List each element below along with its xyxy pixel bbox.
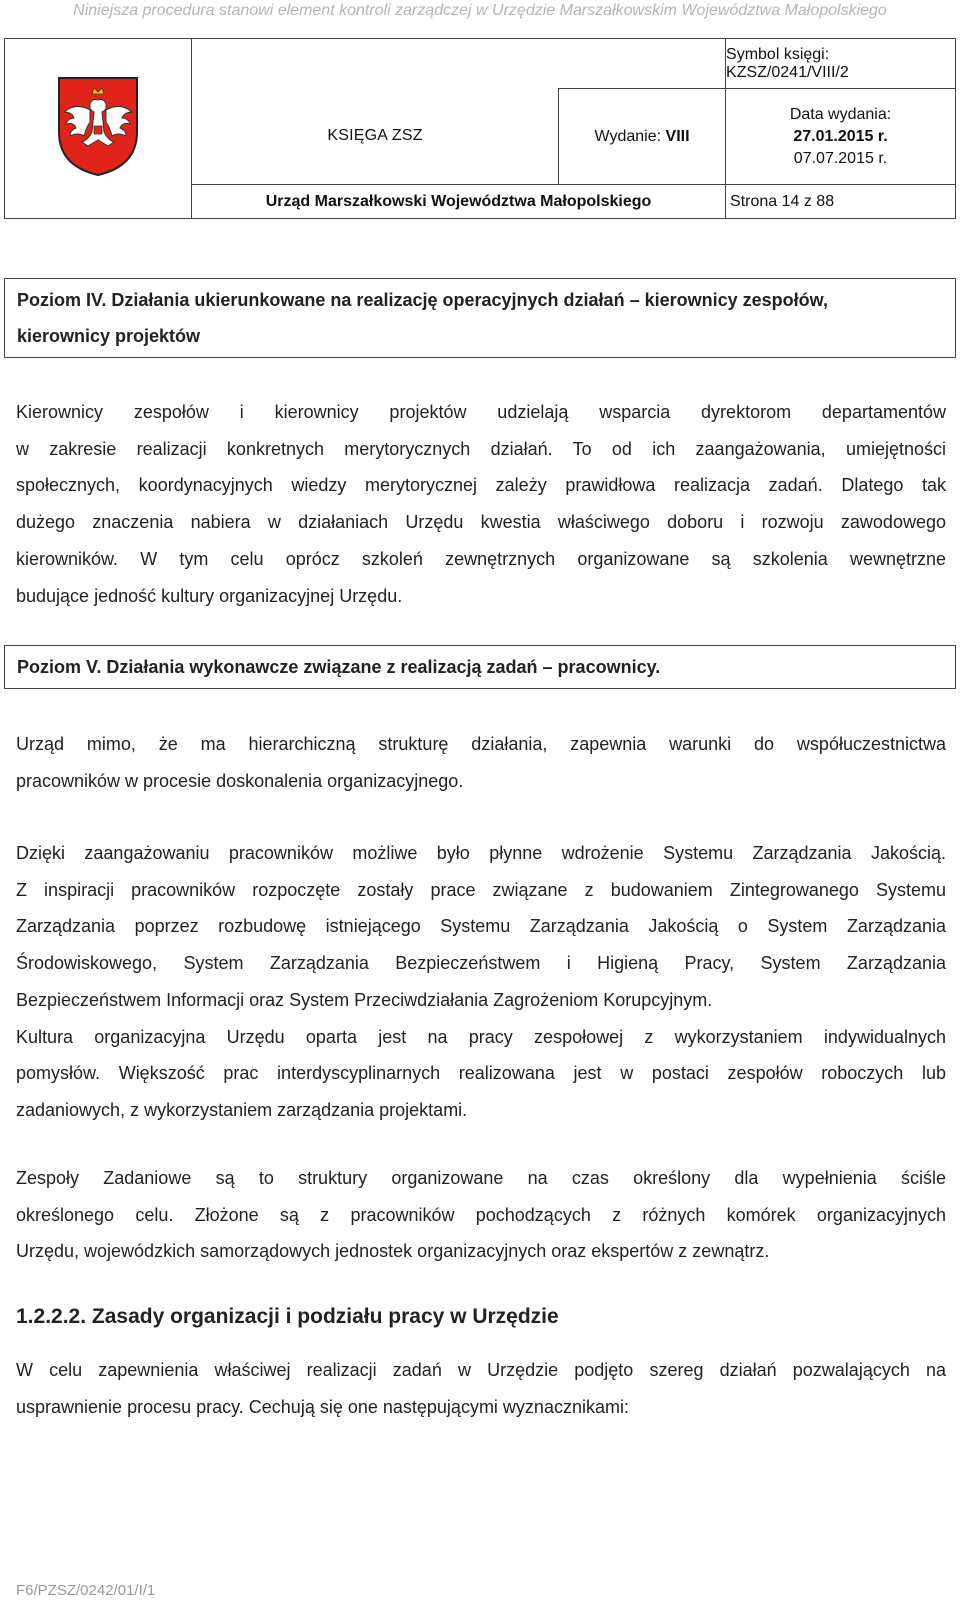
level-5-heading-box: [4, 645, 956, 689]
paragraph-integrated-system: [16, 835, 946, 1129]
p3-line: Bezpieczeństwem Informacji oraz System Przeciwdziałania Zagrożeniom Korupcyjnym.: [16, 989, 713, 1010]
p1-line: Kierownicy zespołów i kierownicy projektów udzielają wsparcia dyrektorom departamentów: [16, 402, 946, 422]
document-header: [4, 38, 956, 219]
p3-line: Środowiskowego, System Zarządzania Bezpieczeństwem i Higieną Pracy, System Zarządzania: [16, 953, 946, 974]
issue-date-label: Data wydania:: [789, 105, 892, 123]
p3-line: Kultura organizacyjna Urzędu oparta jest na pracy zespołowej z wykorzystaniem indywidualnych: [16, 1026, 946, 1047]
p4-line: określonego celu. Złożone są z pracowników pochodzących z różnych komórek organizacyjnych: [16, 1204, 946, 1225]
book-title: KSIĘGA ZSZ: [192, 89, 559, 185]
edition-value: VIII: [665, 127, 690, 145]
form-code: F6/PZSZ/0242/01/I/1: [16, 1582, 156, 1599]
level-4-prefix: Poziom IV.: [17, 290, 112, 310]
p2-line: Urząd mimo, że ma hierarchiczną strukturę działania, zapewnia warunki do współuczestnictwa: [16, 734, 946, 754]
edition-cell: [559, 89, 726, 185]
p1-line: budujące jedność kultury organizacyjnej Urzędu.: [16, 585, 403, 606]
p4-line: Urzędu, wojewódzkich samorządowych jednostek organizacyjnych oraz ekspertów z zewnątrz.: [16, 1241, 770, 1262]
p1-line: kierowników. W tym celu oprócz szkoleń zewnętrznych organizowane są szkolenia wewnętrzne: [16, 548, 946, 569]
paragraph-level-4: [16, 394, 946, 614]
issue-date-old: 27.01.2015 r.: [793, 127, 888, 145]
p2-line: pracowników w procesie doskonalenia organizacyjnego.: [16, 770, 464, 791]
paragraph-participation: [16, 726, 946, 799]
book-symbol: Symbol księgi: KZSZ/0241/VIII/2: [726, 45, 849, 81]
office-name: Urząd Marszałkowski Województwa Małopolskiego: [192, 185, 726, 219]
level-4-heading-box: [4, 278, 956, 358]
page-number: Strona 14 z 88: [726, 185, 956, 219]
issue-date-cell: [726, 89, 956, 185]
level-4-heading-line-1: Działania ukierunkowane na realizację operacyjnych działań – kierownicy zespołów,: [111, 290, 828, 310]
logo-cell: [5, 39, 192, 219]
p5-line: W celu zapewnienia właściwej realizacji zadań w Urzędzie podjęto szereg działań pozwalających na: [16, 1360, 946, 1380]
p3-line: zadaniowych, z wykorzystaniem zarządzania projektami.: [16, 1099, 468, 1120]
p1-line: w zakresie realizacji konkretnych merytorycznych działań. To od ich zaangażowania, umiejętności: [16, 438, 946, 459]
p3-line: Zarządzania poprzez rozbudowę istniejącego Systemu Zarządzania Jakością o System Zarządzania: [16, 916, 946, 937]
malopolska-crest-icon: [55, 74, 141, 178]
level-5-heading: Poziom V. Działania wykonawcze związane z realizacją zadań – pracownicy.: [17, 657, 661, 677]
paragraph-work-organization: [16, 1352, 946, 1425]
p4-line: Zespoły Zadaniowe są to struktury organizowane na czas określony dla wypełnienia ściśle: [16, 1168, 946, 1188]
p3-line: pomysłów. Większość prac interdyscyplinarnych realizowana jest w postaci zespołów roboczych lub: [16, 1063, 946, 1084]
p1-line: społecznych, koordynacyjnych wiedzy merytorycznej zależy prawidłowa realizacja zadań. Dlatego tak: [16, 475, 946, 496]
level-4-heading-line-2: kierownicy projektów: [17, 326, 201, 346]
confidentiality-note: Niniejsza procedura stanowi element kontroli zarządczej w Urzędzie Marszałkowskim Województwa Małopolskiego: [73, 2, 887, 19]
paragraph-task-teams: [16, 1160, 946, 1270]
p5-line: usprawnienie procesu pracy. Cechują się one następującymi wyznacznikami:: [16, 1396, 629, 1417]
book-symbol-cell: [726, 39, 956, 89]
p3-line: Z inspiracji pracowników rozpoczęte zostały prace związane z budowaniem Zintegrowanego Systemu: [16, 879, 946, 900]
p3-line: Dzięki zaangażowaniu pracowników możliwe było płynne wdrożenie Systemu Zarządzania Jakością.: [16, 843, 946, 863]
section-heading: 1.2.2.2. Zasady organizacji i podziału pracy w Urzędzie: [16, 1305, 559, 1328]
p1-line: dużego znaczenia nabiera w działaniach Urzędu kwestia właściwego doboru i rozwoju zawodowego: [16, 512, 946, 533]
edition-label: Wydanie:: [594, 127, 666, 145]
issue-date-new: 07.07.2015 r.: [793, 149, 888, 167]
